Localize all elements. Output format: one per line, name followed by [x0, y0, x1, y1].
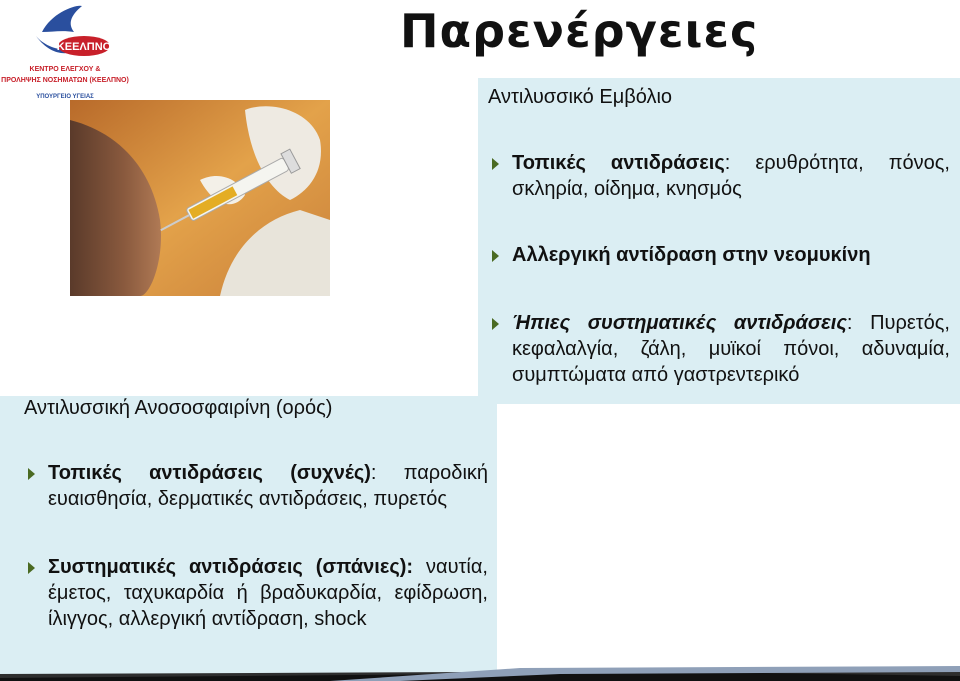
- bullet-arrow-icon: [492, 158, 499, 170]
- dove-icon: [22, 2, 112, 66]
- vaccine-heading: Αντιλυσσικό Εμβόλιο: [488, 86, 673, 108]
- page-title: Παρενέργειες: [400, 4, 759, 58]
- logo-line-3: ΥΠΟΥΡΓΕΙΟ ΥΓΕΙΑΣ: [36, 94, 94, 100]
- logo-line-2: ΠΡΟΛΗΨΗΣ ΝΟΣΗΜΑΤΩΝ (ΚΕΕΛΠΝΟ): [1, 77, 129, 84]
- bullet-arrow-icon: [492, 250, 499, 262]
- logo-name: ΚΕΕΛΠΝΟ: [56, 41, 112, 53]
- list-item: Τοπικές αντιδράσεις (συχνές): παροδική ευαισθησία, δερματικές αντιδράσεις, πυρετός: [48, 460, 488, 512]
- bullet-arrow-icon: [28, 562, 35, 574]
- immunoglobulin-heading: Αντιλυσσική Ανοσοσφαιρίνη (ορός): [24, 397, 333, 419]
- logo-line-1: ΚΕΝΤΡΟ ΕΛΕΓΧΟΥ &: [29, 66, 101, 73]
- bullet-arrow-icon: [28, 468, 35, 480]
- vaccination-photo: [70, 100, 330, 296]
- list-item: Τοπικές αντιδράσεις: ερυθρότητα, πόνος, σκληρία, οίδημα, κνησμός: [512, 150, 950, 202]
- footer-stripes: [0, 660, 960, 681]
- immunoglobulin-panel: [0, 396, 497, 681]
- keelpno-logo: [0, 0, 130, 104]
- list-item: Συστηματικές αντιδράσεις (σπάνιες): ναυτία, έμετος, ταχυκαρδία ή βραδυκαρδία, εφίδρωση, ίλιγγος, αλλεργική αντίδραση, shock: [48, 554, 488, 632]
- bullet-arrow-icon: [492, 318, 499, 330]
- list-item: Ήπιες συστηματικές αντιδράσεις: Πυρετός, κεφαλαλγία, ζάλη, μυϊκοί πόνοι, αδυναμία, συμπτώματα από γαστρεντερικό: [512, 310, 950, 388]
- list-item: Αλλεργική αντίδραση στην νεομυκίνη: [512, 242, 950, 268]
